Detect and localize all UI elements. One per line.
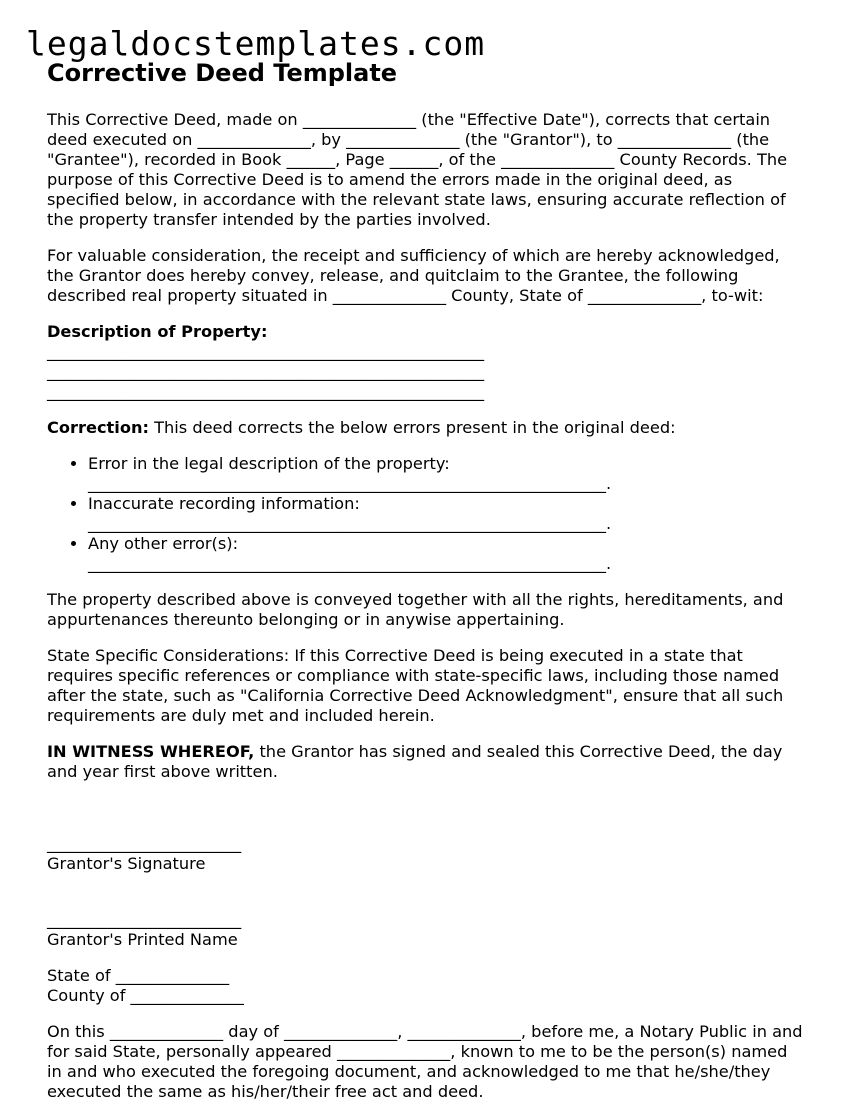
printed-name-label: Grantor's Printed Name [47,930,238,949]
error-list [47,454,807,574]
notary-venue [47,966,807,1006]
property-line: ______________________________________________________ [47,382,485,401]
county-line: County of ______________ [47,986,244,1005]
correction-text: This deed corrects the below errors present in the original deed: [148,418,676,437]
list-item [88,494,807,534]
watermark: legaldocstemplates.com [26,24,486,63]
error-label: • Inaccurate recording information: [88,494,360,513]
grantor-name-block [47,910,807,950]
list-item [88,534,807,574]
document-body [47,58,807,1118]
document-title: Corrective Deed Template [47,59,398,87]
error-label: • Error in the legal description of the property: [88,454,450,473]
list-item [88,454,807,494]
consideration-paragraph: For valuable consideration, the receipt and sufficiency of which are hereby acknowledged, the Grantor does hereby convey, release, and quitclaim to the Grantee, the following described real property situated in ______________ County, State of ______________, to-wit: [47,246,780,305]
correction-label: Correction: [47,418,149,437]
error-blank: ________________________________________________________________. [88,514,612,533]
witness-paragraph [47,742,807,782]
intro-paragraph: This Corrective Deed, made on ______________ (the "Effective Date"), corrects that certain deed executed on ______________, by ______________ (the "Grantor"), to ______________ (the "Grantee"), recorded in Book ______, Page ______, of the ______________ County Records. The purpose of this Corrective Deed is to amend the errors made in the original deed, as specified below, in accordance with the relevant state laws, ensuring accurate reflection of the property transfer intended by the parties involved. [47,110,788,229]
correction-paragraph [47,418,807,438]
witness-text: the Grantor has signed and sealed this Corrective Deed, the day and year first above written. [47,742,783,781]
signature-label: Grantor's Signature [47,854,206,873]
property-heading: Description of Property: [47,322,268,341]
property-line: ______________________________________________________ [47,342,485,361]
notary-paragraph: On this ______________ day of ______________, ______________, before me, a Notary Public in and for said State, personally appeared ______________, known to me to be the person(s) named in and who executed the foregoing document, and acknowledged to me that he/she/they executed the same as his/her/their free act and deed. [47,1022,803,1101]
error-blank: ________________________________________________________________. [88,554,612,573]
property-lines [47,342,807,402]
error-blank: ________________________________________________________________. [88,474,612,493]
error-label: • Any other error(s): [88,534,239,553]
signature-line: ________________________ [47,834,242,853]
witness-label: IN WITNESS WHEREOF, [47,742,255,761]
property-line: ______________________________________________________ [47,362,485,381]
grantor-signature-block [47,834,807,874]
conveyance-paragraph: The property described above is conveyed together with all the rights, hereditaments, and appurtenances thereunto belonging or in anywise appertaining. [47,590,784,629]
state-specific-paragraph: State Specific Considerations: If this Corrective Deed is being executed in a state that requires specific references or compliance with state-specific laws, including those named after the state, such as "California Corrective Deed Acknowledgment", ensure that all such requirements are duly met and included herein. [47,646,784,725]
state-line: State of ______________ [47,966,230,985]
printed-name-line: ________________________ [47,910,242,929]
